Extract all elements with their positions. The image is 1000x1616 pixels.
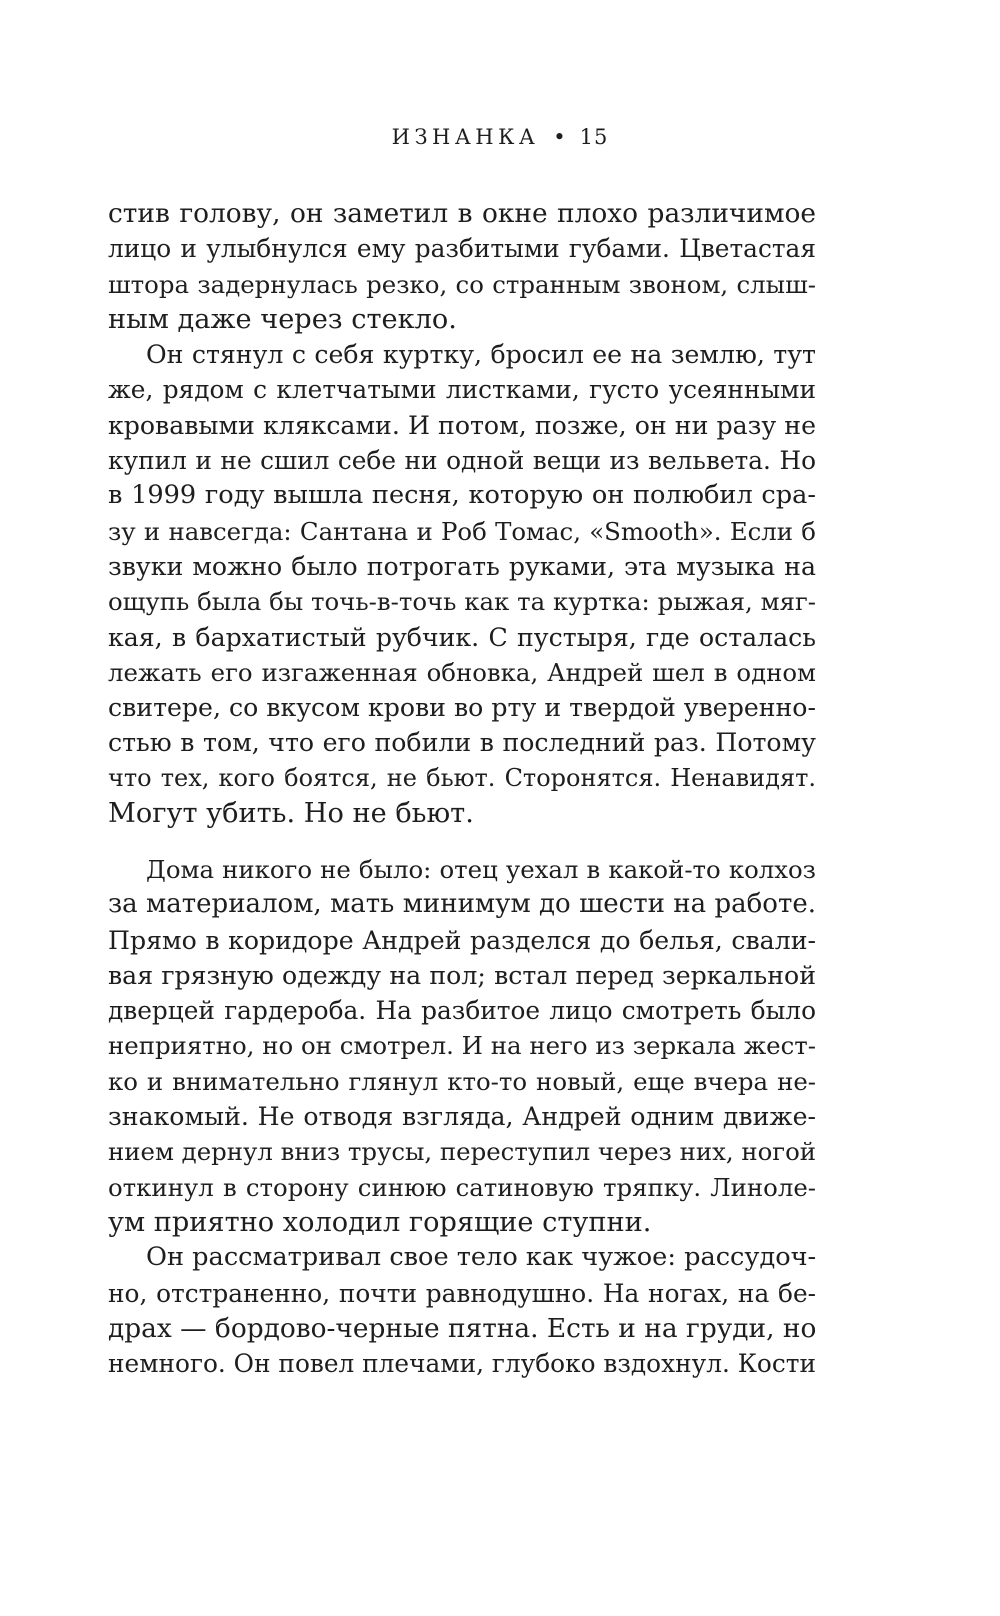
- text-line: нием дернул вниз трусы, переступил через них, ногой: [108, 1137, 817, 1167]
- text-line: за материалом, мать минимум до шести на работе.: [108, 889, 816, 920]
- text-line: же, рядом с клетчатыми листками, густо усеянными: [108, 375, 816, 405]
- text-line: кровавыми кляксами. И потом, позже, он ни разу не: [108, 410, 816, 440]
- text-line: ум приятно холодил горящие ступни.: [108, 1206, 652, 1238]
- text-line: но, отстраненно, почти равнодушно. На ногах, на бе-: [108, 1278, 816, 1308]
- text-line: Он рассматривал свое тело как чужое: рассудоч-: [146, 1242, 817, 1273]
- text-block-1: [108, 196, 816, 831]
- text-line: что тех, кого боятся, не бьют. Сторонятся. Ненавидят.: [108, 763, 816, 792]
- text-block-2: [108, 852, 816, 1381]
- text-line: дверцей гардероба. На разбитое лицо смотреть было: [108, 996, 816, 1026]
- text-line: драх — бордово-черные пятна. Есть и на груди, но: [108, 1312, 817, 1344]
- text-line: знакомый. Не отводя взгляда, Андрей одним движе-: [108, 1102, 816, 1132]
- text-line: немного. Он повел плечами, глубоко вздохнул. Кости: [108, 1349, 816, 1379]
- text-line: ным даже через стекло.: [108, 303, 457, 335]
- text-line: ощупь была бы точь-в-точь как та куртка: рыжая, мяг-: [108, 587, 816, 617]
- text-line: звуки можно было потрогать руками, эта музыка на: [108, 551, 816, 581]
- book-title: ИЗНАНКА: [391, 125, 540, 149]
- text-line: зу и навсегда: Сантана и Роб Томас, «Smooth». Если б: [108, 516, 816, 546]
- separator-dot: •: [553, 125, 566, 149]
- text-line: свитере, со вкусом крови во рту и твердой уверенно-: [108, 693, 816, 723]
- text-line: кая, в бархатистый рубчик. С пустыря, где осталась: [108, 622, 816, 652]
- text-line: ко и внимательно глянул кто-то новый, еще вчера не-: [108, 1066, 816, 1096]
- text-line: стив голову, он заметил в окне плохо различимое: [108, 198, 816, 229]
- text-line: лежать его изгаженная обновка, Андрей шел в одном: [108, 657, 816, 687]
- text-line: в 1999 году вышла песня, которую он полюбил сра-: [108, 480, 816, 511]
- text-line: откинул в сторону синюю сатиновую тряпку. Линоле-: [108, 1172, 816, 1202]
- text-line: Он стянул с себя куртку, бросил ее на землю, тут: [146, 340, 816, 370]
- text-line: вая грязную одежду на пол; встал перед зеркальной: [108, 960, 816, 990]
- text-line: Прямо в коридоре Андрей разделся до белья, свали-: [108, 925, 816, 955]
- text-line: стью в том, что его побили в последний раз. Потому: [108, 728, 816, 758]
- text-line: Могут убить. Но не бьют.: [108, 798, 474, 830]
- running-head: [0, 122, 1000, 152]
- text-line: неприятно, но он смотрел. И на него из зеркала жест-: [108, 1031, 816, 1061]
- page-number: 15: [579, 125, 609, 149]
- text-line: купил и не сшил себе ни одной вещи из вельвета. Но: [108, 446, 816, 476]
- text-line: Дома никого не было: отец уехал в какой-то колхоз: [146, 855, 816, 884]
- text-line: штора задернулась резко, со странным звоном, слыш-: [108, 269, 816, 299]
- text-line: лицо и улыбнулся ему разбитыми губами. Цветастая: [108, 234, 816, 264]
